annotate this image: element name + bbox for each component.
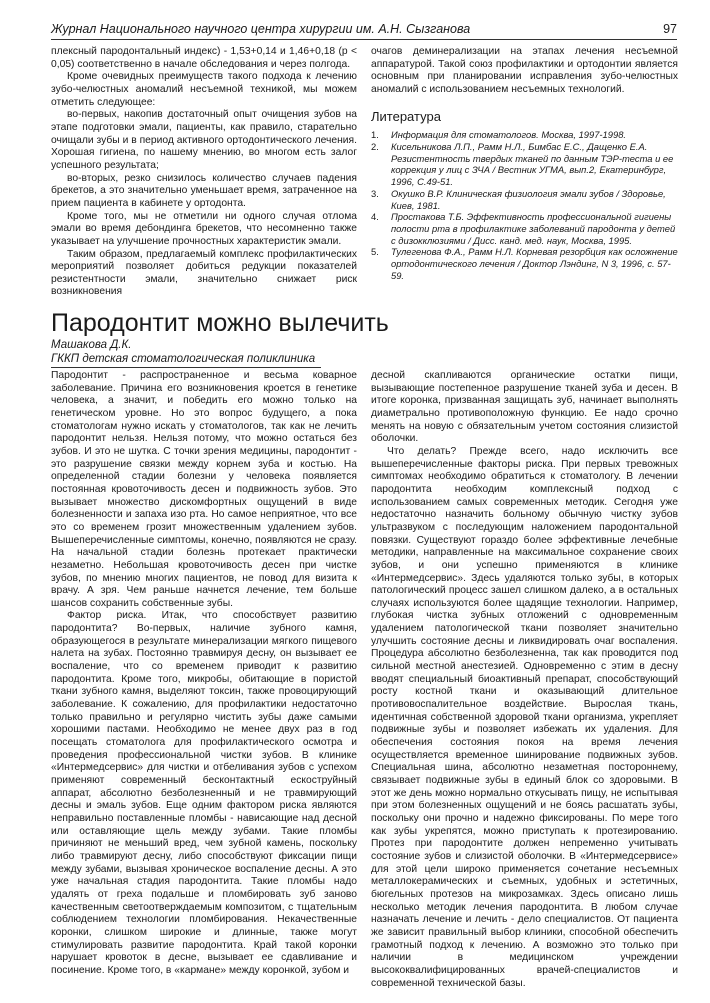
right-column-top xyxy=(371,46,678,281)
reference-text: Информация для стоматологов. Москва, 1997-1998. xyxy=(391,129,627,141)
title-underline xyxy=(51,367,321,368)
reference-item xyxy=(371,246,678,281)
reference-number: 5. xyxy=(371,246,379,258)
article-title: Пародонтит можно вылечить xyxy=(51,309,389,337)
paragraph: Кроме очевидных преимуществ такого подхода к лечению зубо-челюстных аномалий несъемной техникой, мы можем отметить следующее: xyxy=(51,71,357,108)
reference-number: 4. xyxy=(371,211,379,223)
paragraph: плексный пародонтальный индекс) - 1,53+0,14 и 1,46+0,18 (р < 0,05) соответственно в начале обследования и через полгода. xyxy=(51,46,357,70)
article-author: Машакова Д.К. xyxy=(51,339,132,351)
left-column-body xyxy=(51,370,357,978)
reference-item xyxy=(371,188,678,211)
paragraph: Что делать? Прежде всего, надо исключить все вышеперечисленные факторы риска. При первых тревожных симптомах необходимо обратиться к стоматологу. В лечении пародонтита необходим комплексный подход с использованием самых современных методик. Сегодня уже недостаточно назначить больному обычную чистку зубов ультразвуком с последующим наложением пародонтальной повязки. Существуют гораздо более эффективные лечебные методики, направленные на максимальное сохранение своих зубов, и они успешно применяются в клинике «Интермедсервис». Здесь удаляются только зубы, в которых патологический процесс зашел слишком далеко, а в остальных случаях используются более щадящие технологии. Например, глубокая чистка зубных отложений с одновременным удалением патологической ткани позволяет значительно улучшить состояние десны и ликвидировать очаг воспаления. Процедура абсолютно безболезненна, так как проводится под сильной местной анестезией. Одновременно с этим в десну вводят специальный биоактивный препарат, способствующий росту костной ткани и оказывающий длительное противовоспалительное воздействие. Вырослая ткань, идентичная собственной здоровой ткани организма, укрепляет подвижные зубы и позволяет избежать их удаления. Для обеспечения состояния покоя на время лечения осуществляется временное шинирование подвижных зубов. Специальная шина, абсолютно незаметная постороннему, связывает подвижные зубы в единый блок со здоровыми. В этот же день можно нормально откусывать пищу, не испытывая при этом болезненных ощущений и не боясь расшатать зубы, поскольку они прочно и надежно фиксированы. По мере того как зубы укрепятся, можно приступать к протезированию. Протез при пародонтите должен непременно учитывать состояние зубов и слизистой оболочки. В «Интермедсервисе» для этой цели широко применяется сочетание несъемных металлокерамических и съемных, удобных и эстетичных, бюгельных протезов на микрозамках. Здесь описано лишь несколько методик лечения пародонтита. В любом случае назначать лечение и лечить - дело специалистов. От пациента же зависит правильный выбор клиники, способной обеспечить грамотный подход к лечению. А возможно это только при наличии в медицинском учреждении высококвалифицированных врачей-специалистов и современной технической базы. xyxy=(371,445,678,989)
reference-number: 2. xyxy=(371,140,379,152)
paragraph: Фактор риска. Итак, что способствует развитию пародонтита? Во-первых, наличие зубного камня, образующегося в результате минерализации мягкого пищевого налета на зубах. Постоянно травмируя десну, он вызывает ее воспаление, что со временем приводит к развитию пародонтита. Кроме того, микробы, обитающие в пористой ткани зубного камня, выделяют токсин, также провоцирующий заболевание. К сожалению, для профилактики недостаточно только правильно и регулярно чистить зубы даже самыми хорошими пастами. Необходимо не менее двух раз в год посещать стоматолога для профилактического осмотра и проведения профессиональной чистки зубов. В клинике «Интермедсервис» для чистки и отбеливания зубов с успехом применяют современный бесконтактный ескоструйный аппарат, абсолютно безболезненный и не травмирующий десны и эмаль зубов. Еще одним фактором риска являются неправильно поставленные пломбы - нависающие над десной или оставляющие щель между зубами. Такие пломбы причиняют не меньший вред, чем зубной камень, поскольку либо травмируют десну, либо способствуют фиксации пищи между зубами, вызывая хроническое воспаление десны. А это уже начальная стадия пародонтита. Такие пломбы надо удалять от греха подальше и пломбировать зуб заново качественным светоотверждаемым композитом, с тщательным соблюдением технологии пломбирования. Некачественные коронки, слишком широкие и длинные, также могут стимулировать развитие пародонтита. Край такой коронки нарушает кровоток в десне, вызывает ее сдавливание и посинение. Кроме того, в «кармане» между коронкой, зубом и xyxy=(51,610,357,976)
article-affiliation: ГККП детская стоматологическая поликлиника xyxy=(51,353,316,365)
journal-title: Журнал Национального научного центра хирургии им. А.Н. Сызганова xyxy=(51,22,471,36)
paragraph: Таким образом, предлагаемый комплекс профилактических мероприятий позволяет добиться редукции показателей резистентности эмали, значительно снижает риск возникновения xyxy=(51,248,357,298)
header-rule xyxy=(51,39,677,40)
reference-item xyxy=(371,211,678,246)
paragraph: очагов деминерализации на этапах лечения несъемной аппаратурой. Такой союз профилактики и ортодонтии является основным при планировании исправления зубо-челюстных аномалий с использованием несъемных технологий. xyxy=(371,46,678,95)
page-number: 97 xyxy=(663,22,677,36)
paragraph: во-первых, накопив достаточный опыт очищения зубов на этапе подготовки эмали, пациенты, как правило, старательно очищали зубы и в период активного ортодонтического лечения. Хорошая гигиена, по нашему мнению, во многом есть залог успешного результата; xyxy=(51,109,357,171)
left-column-top xyxy=(51,46,357,299)
reference-text: Кисельникова Л.П., Рамм Н.Л., Бимбас Е.С., Дащенко Е.А. Резистентность твердых тканей по данным ТЭР-теста и ее коррекция у лиц с ЗЧА / Вестник УГМА, вып.2, Екатеринбург, 1996, С.49-51. xyxy=(391,140,674,188)
reference-item xyxy=(371,141,678,188)
reference-text: Тулегенова Ф.А., Рамм Н.Л. Корневая резорбция как осложнение ортодонтического лечения / Доктор Лэндинг, N 3, 1996, с. 57-59. xyxy=(391,246,678,281)
reference-number: 3. xyxy=(371,187,379,199)
reference-number: 1. xyxy=(371,129,379,141)
paragraph: Кроме того, мы не отметили ни одного случая отлома эмали во время дебондинга брекетов, что несомненно также указывает на улучшение прочностных характеристик эмали. xyxy=(51,210,357,247)
right-column-body xyxy=(371,370,678,990)
reference-text: Простакова Т.Б. Эффективность профессиональной гигиены полости рта в профилактике заболеваний пародонта у детей с дизокклюзиями / Дисс. канд. мед. наук, Москва, 1995. xyxy=(391,211,676,246)
literature-heading: Литература xyxy=(371,108,441,124)
reference-list xyxy=(371,129,678,281)
reference-item xyxy=(371,129,678,141)
paragraph: Пародонтит - распространенное и весьма коварное заболевание. Причина его возникновения кроется в генетике человека, а значит, и победить его можно только на генетическом уровне. Но это вопрос будущего, а пока стоматологам нужно искать у стоматологов, так как не лечить пародонтит нельзя. Нельзя потому, что можно остаться без зубов. И это не шутка. С точки зрения медицины, пародонтит - это разрушение связки между корнем зуба и костью. На определенной стадии болезни у человека появляется постоянная кровоточивость десен и подвижность зубов. Это вызывает множество дискомфортных ощущений в виде болезненности и запаха изо рта. Но самое неприятное, что все это со временем грозит множественным удалением зубов. Вышеперечисленные симптомы, конечно, появляются не сразу. На начальной стадии болезнь протекает практически незаметно. Небольшая кровоточивость десен при чистке зубов, по мнению многих пациентов, не повод для визита к врачу. А зря. Чем раньше начнется лечение, тем больше шансов сохранить собственные зубы. xyxy=(51,370,357,609)
paragraph: во-вторых, резко снизилось количество случаев падения брекетов, а это значительно уменьшает время, затраченное на прием пациента в кабинете у ортодонта. xyxy=(51,172,357,209)
paragraph: десной скапливаются органические остатки пищи, вызывающие постепенное разрушение тканей зуба и десен. В итоге коронка, призванная защищать зуб, начинает выполнять диаметрально противоположную функцию. Ее надо срочно менять на новую с обязательным учетом состояния слизистой оболочки. xyxy=(371,370,678,445)
reference-text: Окушко В.Р. Клиническая физиология эмали зубов / Здоровье, Киев, 1981. xyxy=(391,187,666,211)
